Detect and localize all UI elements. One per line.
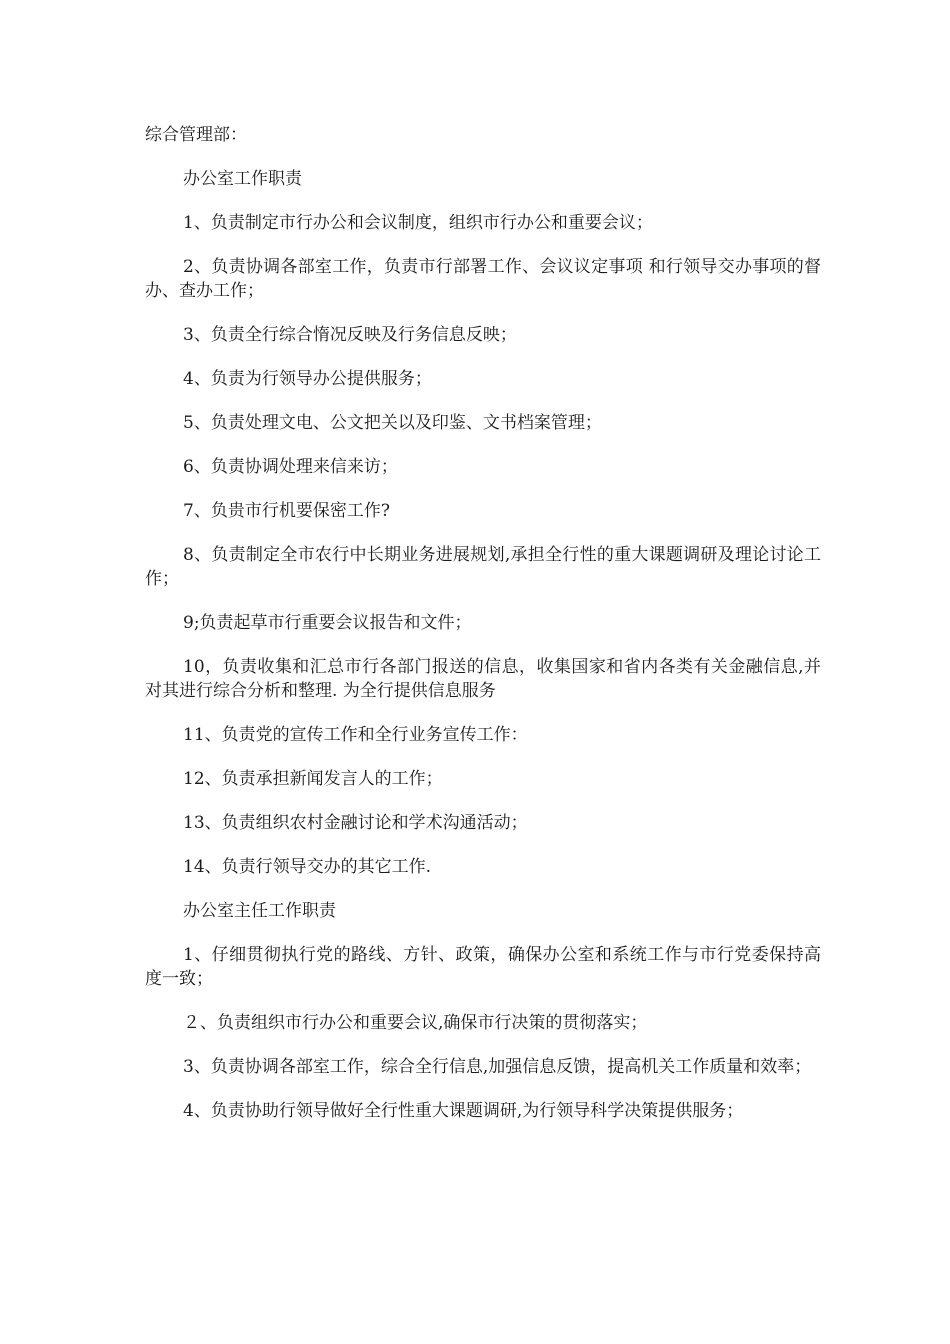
duty-item: 6、负责协调处理来信来访； <box>183 457 398 477</box>
section-heading-director: 办公室主任工作职责 <box>183 901 336 921</box>
duty-item: 11、负责党的宣传工作和全行业务宣传工作： <box>183 725 528 745</box>
duty-item: 7、负贵市行机要保密工作? <box>183 501 390 521</box>
duty-item: 9;负责起草市行重要会议报告和文件； <box>183 613 472 633</box>
duty-item: 3、负责协调各部室工作，综合全行信息,加强信息反馈，提高机关工作质量和效率； <box>183 1057 812 1077</box>
document-body <box>145 123 821 1123</box>
duty-item: 10，负责收集和汇总市行各部门报送的信息，收集国家和省内各类有关金融信息,并对其进行综合分析和整理. 为全行提供信息服务 <box>145 657 821 701</box>
duty-item: 8、负责制定全市农行中长期业务进展规划,承担全行性的重大课题调研及理论讨论工作； <box>145 545 821 589</box>
duty-item: 1、负责制定市行办公和会议制度，组织市行办公和重要会议； <box>183 213 653 233</box>
duty-item: 2、负责协调各部室工作，负责市行部署工作、会议议定事项 和行领导交办事项的督办、查办工作； <box>145 257 821 301</box>
duty-item: 13、负责组织农村金融讨论和学术沟通活动； <box>183 813 528 833</box>
duty-item: 14、负责行领导交办的其它工作. <box>183 857 432 877</box>
section-heading-office: 办公室工作职责 <box>183 169 302 189</box>
duty-item: 4、负责协助行领导做好全行性重大课题调研,为行领导科学决策提供服务； <box>183 1101 744 1121</box>
duty-item: ２、负责组织市行办公和重要会议,确保市行决策的贯彻落实； <box>183 1013 648 1033</box>
duty-item: 5、负责处理文电、公文把关以及印鉴、文书档案管理； <box>183 413 602 433</box>
duty-item: 1、仔细贯彻执行党的路线、方针、政策，确保办公室和系统工作与市行党委保持高度一致； <box>145 945 821 989</box>
duty-item: 4、负责为行领导办公提供服务； <box>183 369 432 389</box>
duty-item: 3、负责全行综合惰况反映及行务信息反映； <box>183 325 517 345</box>
document-title: 综合管理部： <box>145 125 247 145</box>
duty-item: 12、负责承担新闻发言人的工作； <box>183 769 443 789</box>
